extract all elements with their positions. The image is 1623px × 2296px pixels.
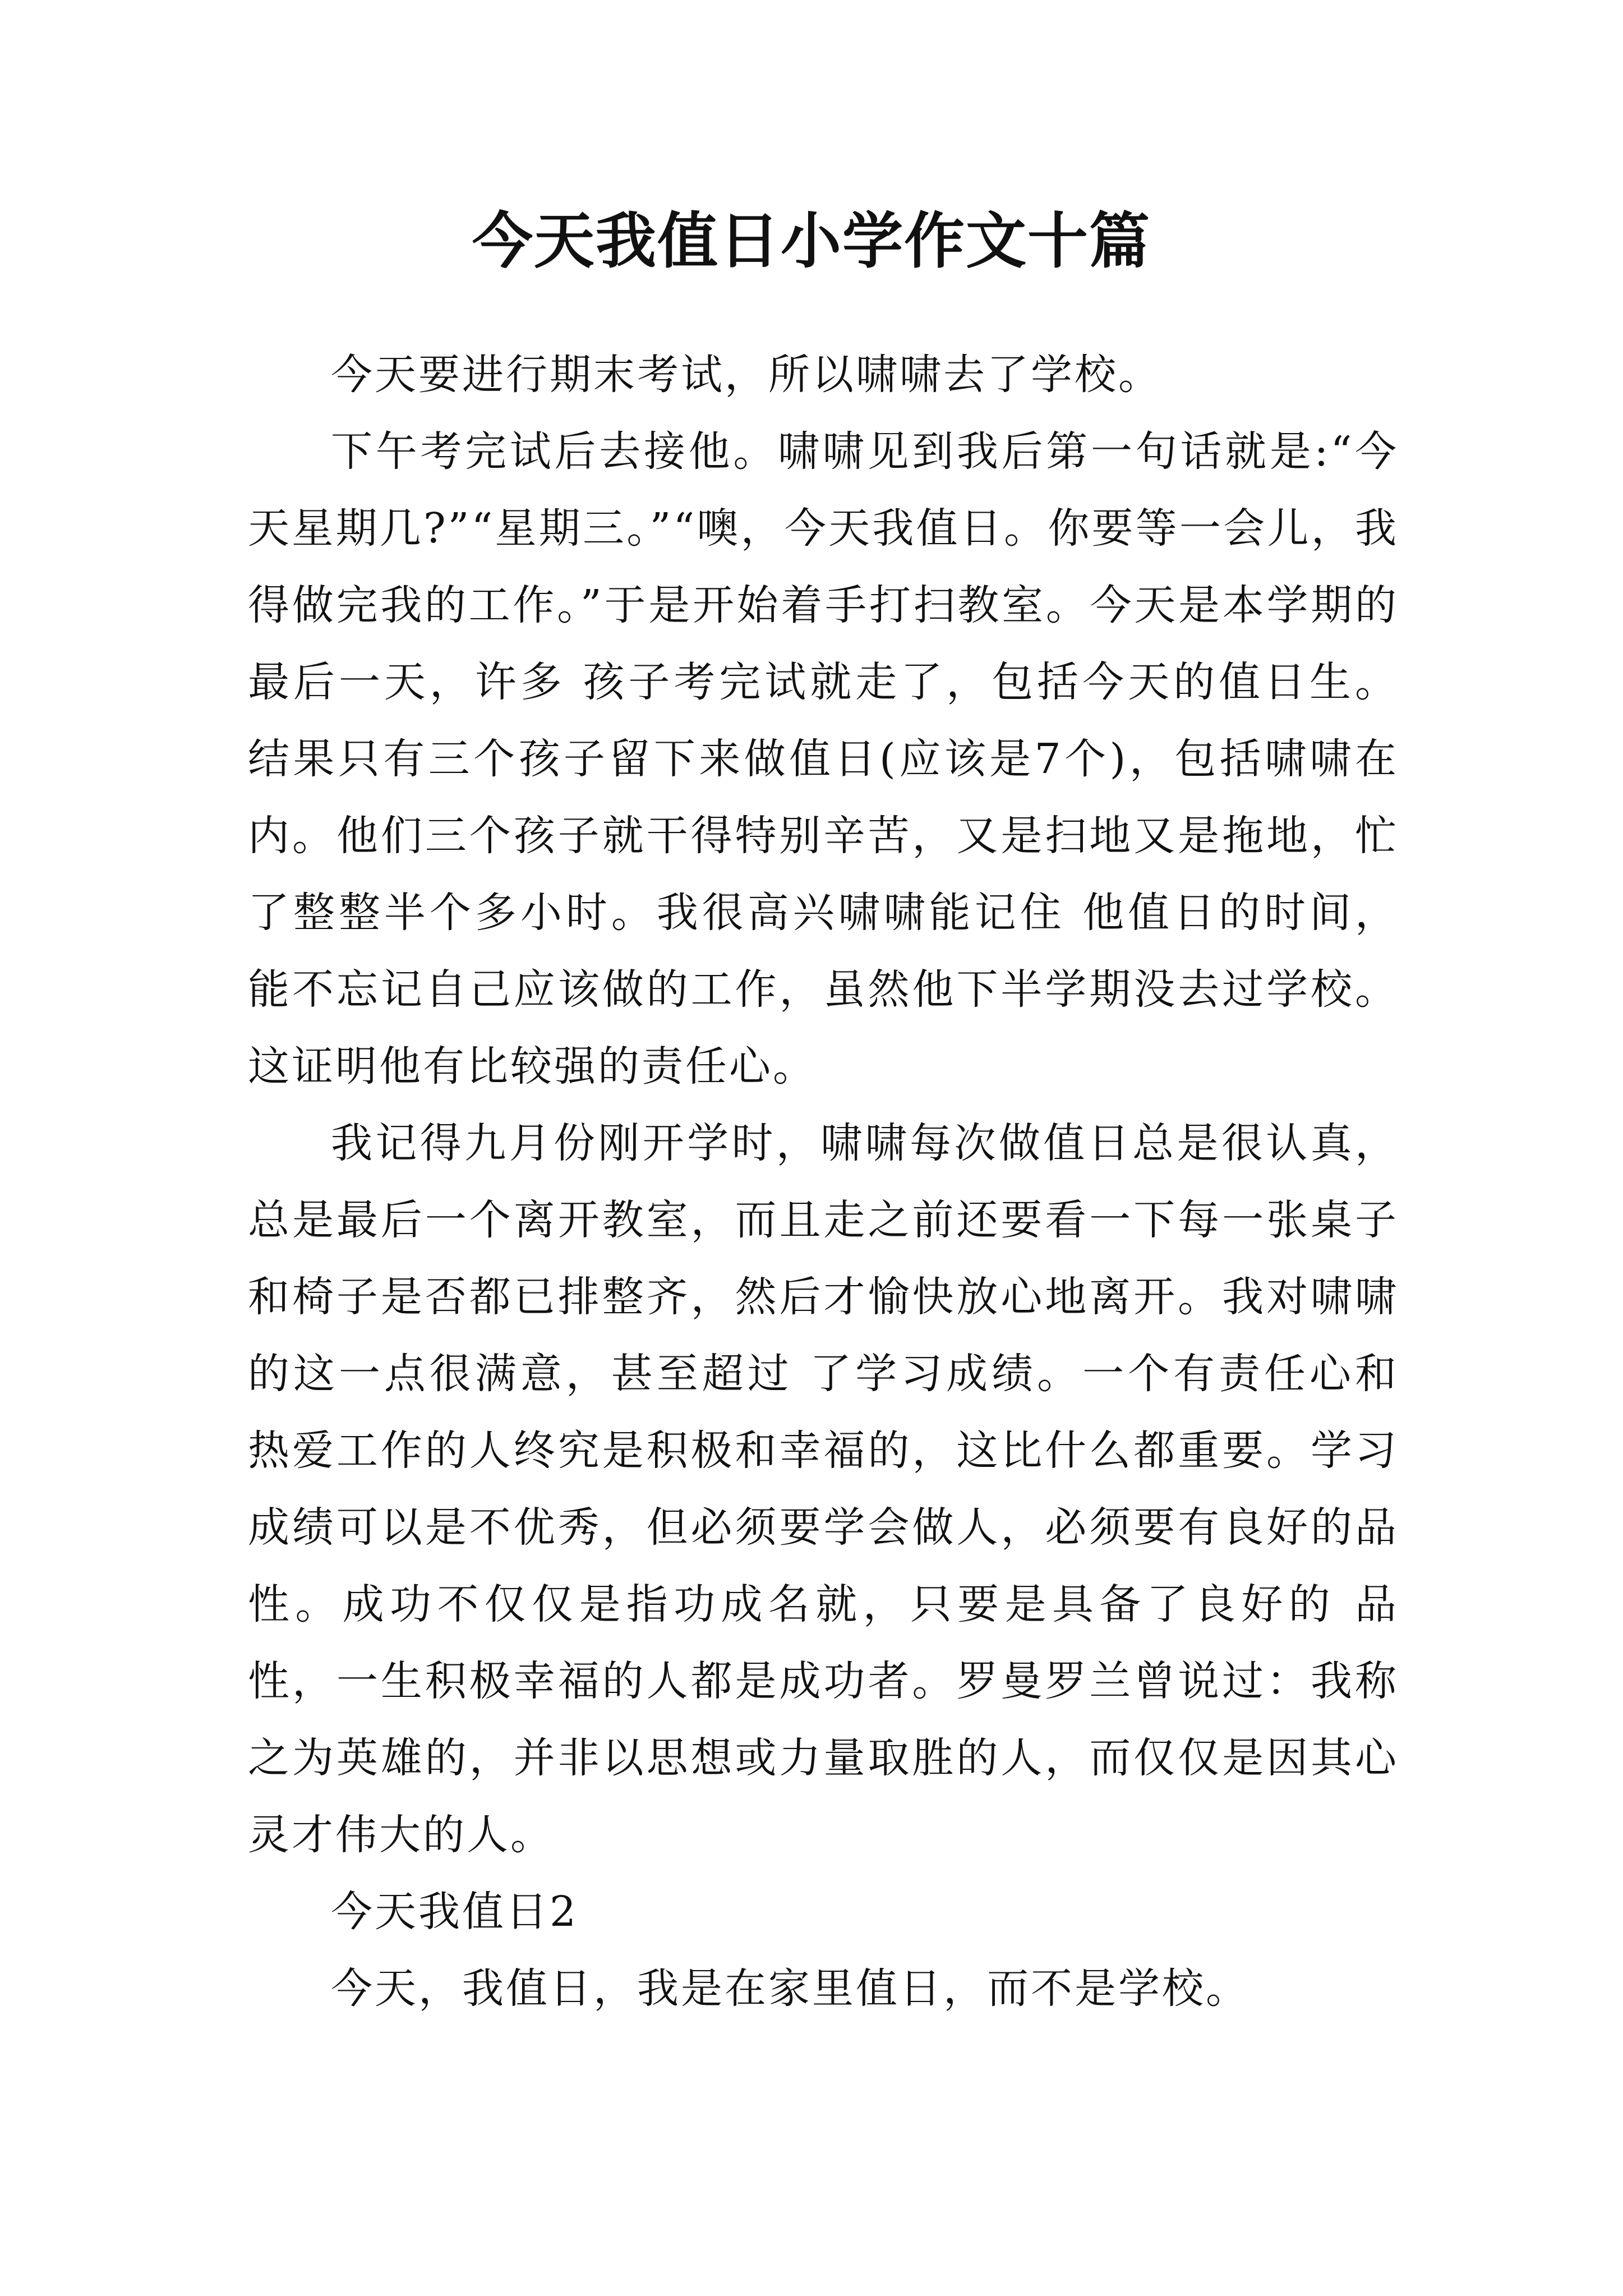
document-body: [248, 337, 1399, 2027]
paragraph-2: 下午考完试后去接他。啸啸见到我后第一句话就是:“今天星期几?”“星期三。”“噢，今天我值日。你要等一会儿，我得做完我的工作。”于是开始着手打扫教室。今天是本学期的最后一天，许多 孩子考完试就走了，包括今天的值日生。结果只有三个孩子留下来做值日(应该是7个)，包括啸啸在内。他们三个孩子就干得特别辛苦，又是扫地又是拖地，忙了整整半个多小时。我很高兴啸啸能记住 他值日的时间，能不忘记自己应该做的工作，虽然他下半学期没去过学校。这证明他有比较强的责任心。: [248, 427, 1399, 1091]
paragraph-4: 今天，我值日，我是在家里值日，而不是学校。: [331, 1964, 1249, 2013]
paragraph-1: 今天要进行期末考试，所以啸啸去了学校。: [331, 351, 1162, 399]
document-title: 今天我值日小学作文十篇: [472, 206, 1151, 277]
paragraph-3: 我记得九月份刚开学时，啸啸每次做值日总是很认真，总是最后一个离开教室，而且走之前还要看一下每一张桌子和椅子是否都已排整齐，然后才愉快放心地离开。我对啸啸的这一点很满意，甚至超过 了学习成绩。一个有责任心和热爱工作的人终究是积极和幸福的，这比什么都重要。学习成绩可以是不优秀，但必须要学会做人，必须要有良好的品性。成功不仅仅是指功成名就，只要是具备了良好的 品性，一生积极幸福的人都是成功者。罗曼罗兰曾说过：我称之为英雄的，并非以思想或力量取胜的人，而仅仅是因其心灵才伟大的人。: [248, 1119, 1399, 1859]
section-heading-2: 今天我值日2: [331, 1888, 579, 1936]
